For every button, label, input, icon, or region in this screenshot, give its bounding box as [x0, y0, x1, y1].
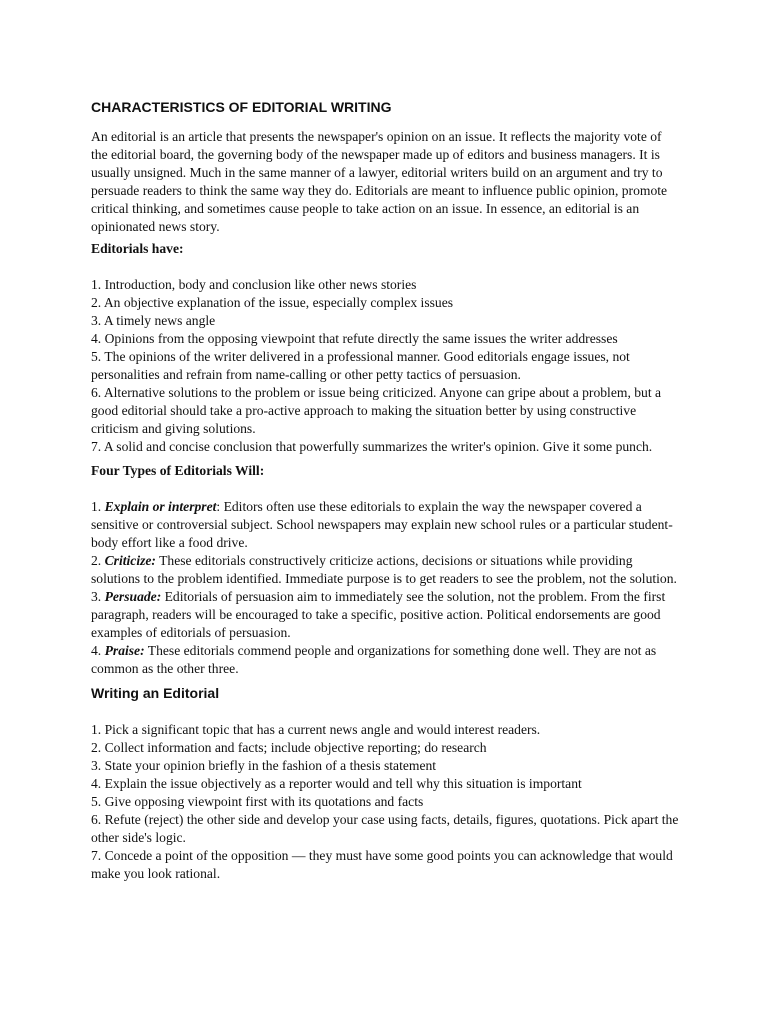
- list-item: [91, 498, 681, 552]
- four-types-heading: Four Types of Editorials Will:: [91, 463, 265, 478]
- editorials-have-list: [91, 276, 681, 456]
- item-number: 4.: [91, 643, 105, 658]
- list-item: 1. Pick a significant topic that has a current news angle and would interest readers.: [91, 722, 541, 737]
- document-page: [91, 98, 681, 889]
- item-number: 1.: [91, 499, 105, 514]
- writing-editorial-heading: Writing an Editorial: [91, 685, 220, 701]
- list-item: 5. Give opposing viewpoint first with its quotations and facts: [91, 794, 424, 809]
- list-item: [91, 588, 681, 642]
- four-types-list: [91, 498, 681, 678]
- type-label: Persuade:: [104, 589, 162, 604]
- type-description: Editorials of persuasion aim to immediately see the solution, not the problem. From the first paragraph, readers will be encouraged to take a specific, positive action. Political endorsements are good examples of editorials of persuasion.: [91, 589, 666, 640]
- list-item: 1. Introduction, body and conclusion like other news stories: [91, 277, 417, 292]
- list-item: 5. The opinions of the writer delivered in a professional manner. Good editorials engage issues, not personalities and refrain from name-calling or other petty tactics of persuasion.: [91, 349, 630, 382]
- type-label: Explain or interpret: [104, 499, 217, 514]
- document-title: CHARACTERISTICS OF EDITORIAL WRITING: [91, 99, 392, 115]
- editorials-have-heading: Editorials have:: [91, 241, 184, 256]
- list-item: 4. Explain the issue objectively as a reporter would and tell why this situation is important: [91, 776, 582, 791]
- writing-editorial-list: [91, 721, 681, 883]
- type-description: These editorials commend people and organizations for something done well. They are not as common as the other three.: [91, 643, 657, 676]
- list-item: 4. Opinions from the opposing viewpoint that refute directly the same issues the writer addresses: [91, 331, 618, 346]
- list-item: 7. A solid and concise conclusion that powerfully summarizes the writer's opinion. Give it some punch.: [91, 439, 653, 454]
- list-item: 2. An objective explanation of the issue, especially complex issues: [91, 295, 454, 310]
- list-item: [91, 642, 681, 678]
- list-item: 7. Concede a point of the opposition — they must have some good points you can acknowledge that would make you look rational.: [91, 848, 673, 881]
- list-item: 6. Alternative solutions to the problem or issue being criticized. Anyone can gripe about a problem, but a good editorial should take a pro-active approach to making the situation better by using constructive criticism and giving solutions.: [91, 385, 662, 436]
- type-description: These editorials constructively criticize actions, decisions or situations while providing solutions to the problem identified. Immediate purpose is to get readers to see the problem, not the solution.: [91, 553, 677, 586]
- list-item: 6. Refute (reject) the other side and develop your case using facts, details, figures, quotations. Pick apart the other side's logic.: [91, 812, 679, 845]
- item-number: 3.: [91, 589, 105, 604]
- type-label: Praise:: [104, 643, 145, 658]
- list-item: [91, 552, 681, 588]
- list-item: 3. A timely news angle: [91, 313, 216, 328]
- type-label: Criticize:: [104, 553, 156, 568]
- intro-paragraph: An editorial is an article that presents the newspaper's opinion on an issue. It reflects the majority vote of the editorial board, the governing body of the newspaper made up of editors and business managers. It is usually unsigned. Much in the same manner of a lawyer, editorial writers build on an argument and try to persuade readers to think the same way they do. Editorials are meant to influence public opinion, promote critical thinking, and sometimes cause people to take action on an issue. In essence, an editorial is an opinionated news story.: [91, 129, 668, 234]
- type-description: : Editors often use these editorials to explain the way the newspaper covered a sensitive or controversial subject. School newspapers may explain new school rules or a particular student-body effort like a food drive.: [91, 499, 673, 550]
- list-item: 2. Collect information and facts; include objective reporting; do research: [91, 740, 487, 755]
- item-number: 2.: [91, 553, 105, 568]
- list-item: 3. State your opinion briefly in the fashion of a thesis statement: [91, 758, 437, 773]
